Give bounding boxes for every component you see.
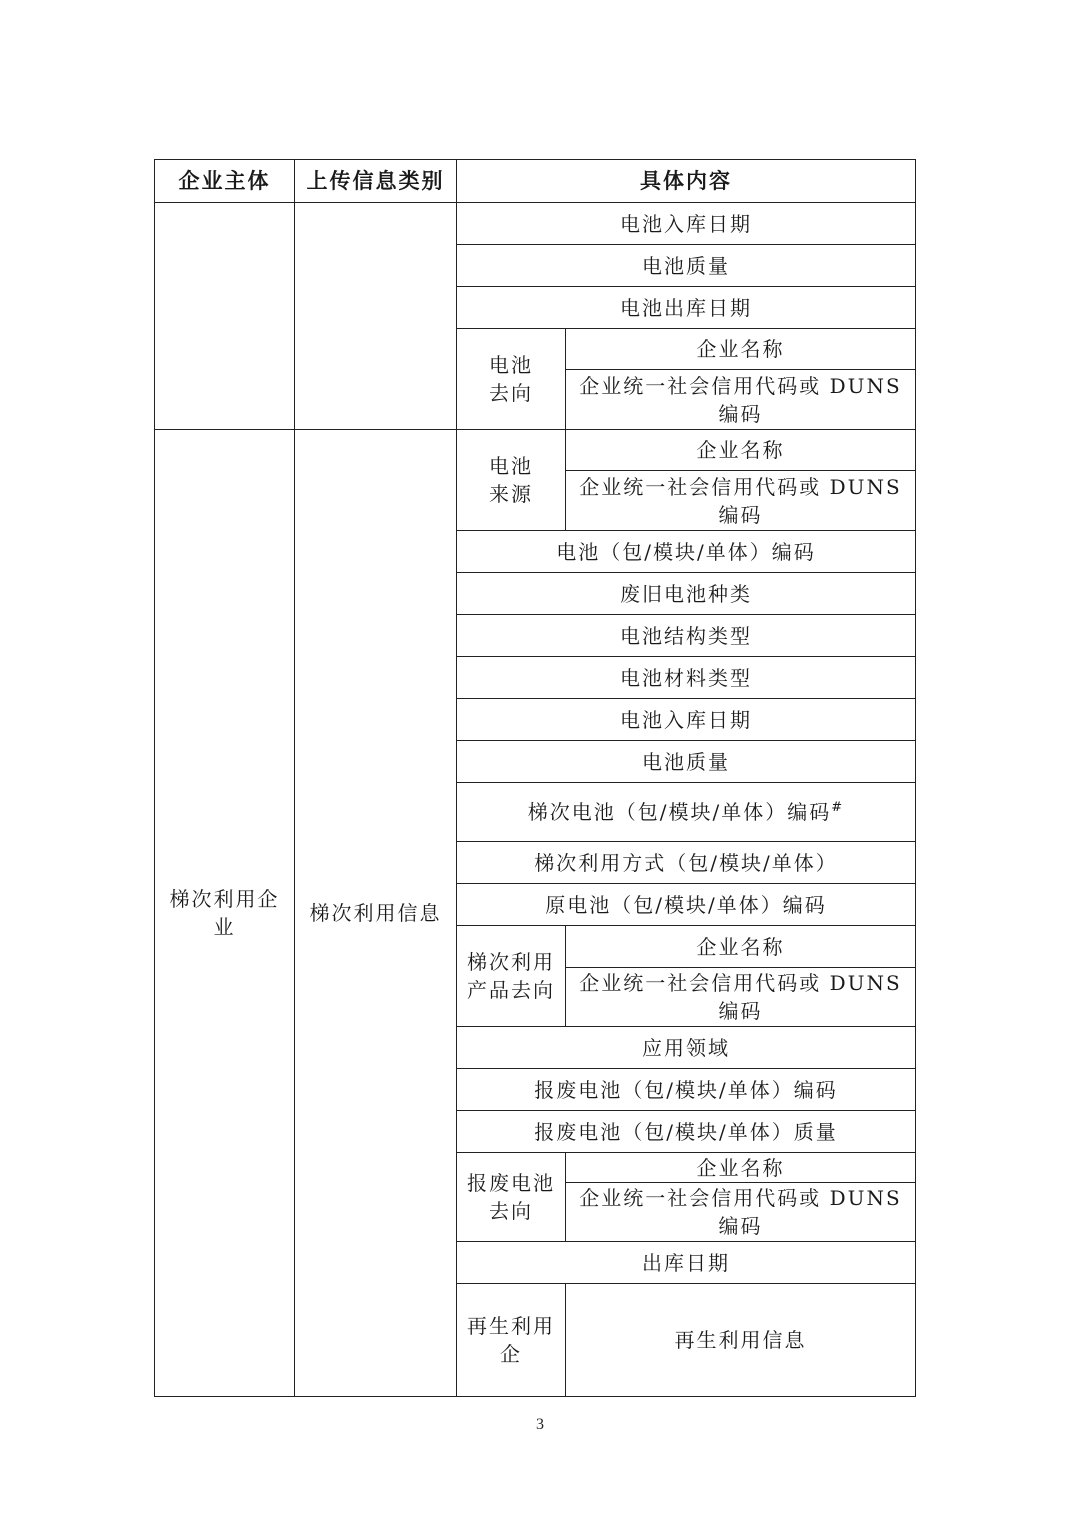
content-cell: 报废电池（包/模块/单体）编码 — [457, 1069, 916, 1111]
content-cell: 企业名称 — [566, 329, 916, 370]
content-cell: 企业统一社会信用代码或 DUNS 编码 — [566, 370, 916, 430]
content-cell: 电池质量 — [457, 741, 916, 783]
sub-label-product-destination: 梯次利用产品去向 — [457, 926, 566, 1027]
content-cell: 梯次利用方式（包/模块/单体） — [457, 842, 916, 884]
sub-label-battery-source: 电池来源 — [457, 430, 566, 531]
content-cell: 原电池（包/模块/单体）编码 — [457, 884, 916, 926]
cascade-code-text: 梯次电池（包/模块/单体）编码 — [527, 800, 832, 824]
battery-info-table — [154, 159, 916, 1397]
entity-recycling-enterprise: 再生利用企 — [457, 1284, 566, 1397]
category-cascade-info: 梯次利用信息 — [295, 430, 457, 1397]
content-cell: 企业名称 — [566, 1153, 916, 1183]
page-number: 3 — [536, 1416, 544, 1433]
content-cell: 企业统一社会信用代码或 DUNS 编码 — [566, 968, 916, 1027]
content-cell: 废旧电池种类 — [457, 573, 916, 615]
sub-label-battery-destination: 电池去向 — [457, 329, 566, 430]
table-header-row — [155, 160, 916, 203]
content-cell: 企业统一社会信用代码或 DUNS 编码 — [566, 1183, 916, 1242]
content-cell: 电池材料类型 — [457, 657, 916, 699]
content-cell: 电池入库日期 — [457, 203, 916, 245]
content-cell: 企业统一社会信用代码或 DUNS 编码 — [566, 471, 916, 531]
content-cell: 出库日期 — [457, 1242, 916, 1284]
content-cell: 电池结构类型 — [457, 615, 916, 657]
content-cell: 应用领域 — [457, 1027, 916, 1069]
content-cell: 企业名称 — [566, 430, 916, 471]
content-cell: 报废电池（包/模块/单体）质量 — [457, 1111, 916, 1153]
category-cell-empty — [295, 203, 457, 430]
entity-cascade-enterprise: 梯次利用企业 — [155, 430, 295, 1397]
header-entity: 企业主体 — [155, 160, 295, 203]
content-cell: 电池入库日期 — [457, 699, 916, 741]
entity-cell-empty — [155, 203, 295, 430]
category-recycling-info: 再生利用信息 — [566, 1284, 916, 1397]
header-content: 具体内容 — [457, 160, 916, 203]
content-cell: 电池（包/模块/单体）编码 — [457, 531, 916, 573]
table-row — [155, 430, 916, 471]
content-cell: 电池出库日期 — [457, 287, 916, 329]
content-cell: 电池质量 — [457, 245, 916, 287]
footnote-mark: # — [831, 800, 845, 815]
header-category: 上传信息类别 — [295, 160, 457, 203]
sub-label-scrap-destination: 报废电池去向 — [457, 1153, 566, 1242]
content-cell-cascade-code — [457, 783, 916, 842]
table-row — [155, 203, 916, 245]
content-cell: 企业名称 — [566, 926, 916, 968]
